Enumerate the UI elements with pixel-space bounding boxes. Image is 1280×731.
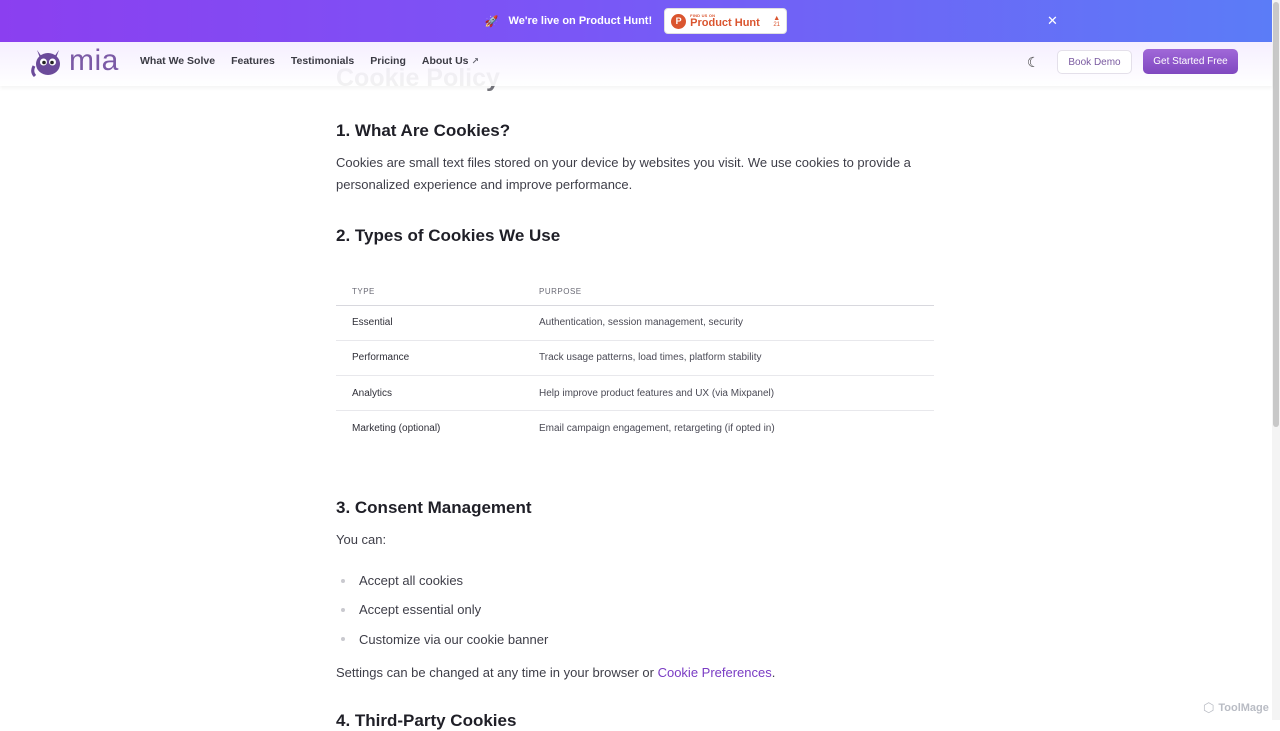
bullet-icon	[341, 579, 345, 583]
cookie-preferences-link[interactable]: Cookie Preferences	[657, 665, 772, 680]
list-item-text: Accept essential only	[359, 602, 482, 618]
list-item	[336, 595, 548, 624]
table-header-purpose: PURPOSE	[523, 278, 934, 305]
consent-settings-text	[336, 662, 936, 684]
scrollbar[interactable]	[1272, 0, 1280, 720]
mia-mascot-icon	[31, 46, 65, 78]
section-heading-consent: 3. Consent Management	[336, 498, 532, 517]
nav-about-us-label: About Us	[421, 55, 469, 67]
nav-links	[140, 55, 479, 67]
table-row	[336, 305, 934, 340]
announcement-text: We're live on Product Hunt!	[508, 15, 653, 27]
nav-pricing[interactable]: Pricing	[370, 55, 406, 67]
get-started-button[interactable]: Get Started Free	[1143, 49, 1238, 74]
close-icon[interactable]: ✕	[1047, 13, 1058, 28]
table-row	[336, 340, 934, 375]
cookie-purpose: Authentication, session management, security	[523, 305, 934, 340]
cookie-type: Essential	[336, 305, 523, 340]
announcement-bar	[0, 0, 1272, 42]
table-row	[336, 411, 934, 446]
cookie-type: Performance	[336, 340, 523, 375]
book-demo-button[interactable]: Book Demo	[1057, 50, 1132, 74]
nav-features[interactable]: Features	[231, 55, 275, 67]
scrollbar-thumb[interactable]	[1273, 2, 1279, 427]
section-heading-types: 2. Types of Cookies We Use	[336, 226, 561, 245]
upvote-icon: ▲	[773, 14, 781, 22]
navbar	[0, 42, 1272, 86]
settings-suffix: .	[771, 665, 776, 680]
list-item	[336, 566, 548, 595]
cookie-type: Marketing (optional)	[352, 423, 441, 435]
product-hunt-badge[interactable]	[664, 8, 787, 34]
cookie-purpose: Email campaign engagement, retargeting (if opted in)	[539, 423, 775, 435]
consent-options-list	[336, 566, 548, 654]
cookie-purpose: Track usage patterns, load times, platform stability	[523, 340, 934, 375]
watermark-text: ToolMage	[1218, 702, 1269, 714]
section-heading-third-party: 4. Third-Party Cookies	[336, 711, 517, 730]
bullet-icon	[341, 608, 345, 612]
bullet-icon	[341, 637, 345, 641]
rocket-icon: 🚀	[484, 15, 499, 28]
cookie-purpose: Help improve product features and UX (via Mixpanel)	[523, 376, 934, 411]
list-item	[336, 625, 548, 654]
cookie-type: Analytics	[336, 376, 523, 411]
toolmage-icon: ⬡	[1203, 700, 1215, 715]
nav-about-us[interactable]	[422, 55, 479, 67]
moon-icon[interactable]: ☾	[1027, 54, 1040, 70]
consent-intro: You can:	[336, 532, 387, 547]
cookie-types-table	[336, 278, 934, 446]
nav-what-we-solve[interactable]: What We Solve	[140, 55, 216, 67]
product-hunt-votes	[773, 15, 780, 28]
product-hunt-text	[690, 14, 760, 29]
vote-count: 21	[773, 21, 781, 28]
table-header-type: TYPE	[336, 278, 523, 305]
logo-text: mia	[69, 44, 119, 77]
external-link-icon: ↗	[471, 55, 480, 66]
table-header-row	[336, 278, 934, 305]
list-item-text: Customize via our cookie banner	[359, 631, 549, 647]
table-row	[336, 376, 934, 411]
watermark	[1203, 700, 1269, 716]
section-heading-what-are-cookies: 1. What Are Cookies?	[336, 121, 511, 140]
list-item-text: Accept all cookies	[359, 573, 464, 589]
nav-testimonials[interactable]: Testimonials	[290, 55, 355, 67]
product-hunt-logo-icon: P	[671, 14, 686, 29]
settings-prefix: Settings can be changed at any time in your browser or	[336, 665, 658, 680]
logo[interactable]	[31, 46, 119, 78]
product-hunt-find-us: FIND US ON	[690, 12, 716, 18]
product-hunt-name: Product Hunt	[690, 16, 760, 29]
section-body-what-are-cookies: Cookies are small text files stored on your device by websites you visit. We use cookies to provide a personalized experience and improve performance.	[336, 155, 911, 192]
